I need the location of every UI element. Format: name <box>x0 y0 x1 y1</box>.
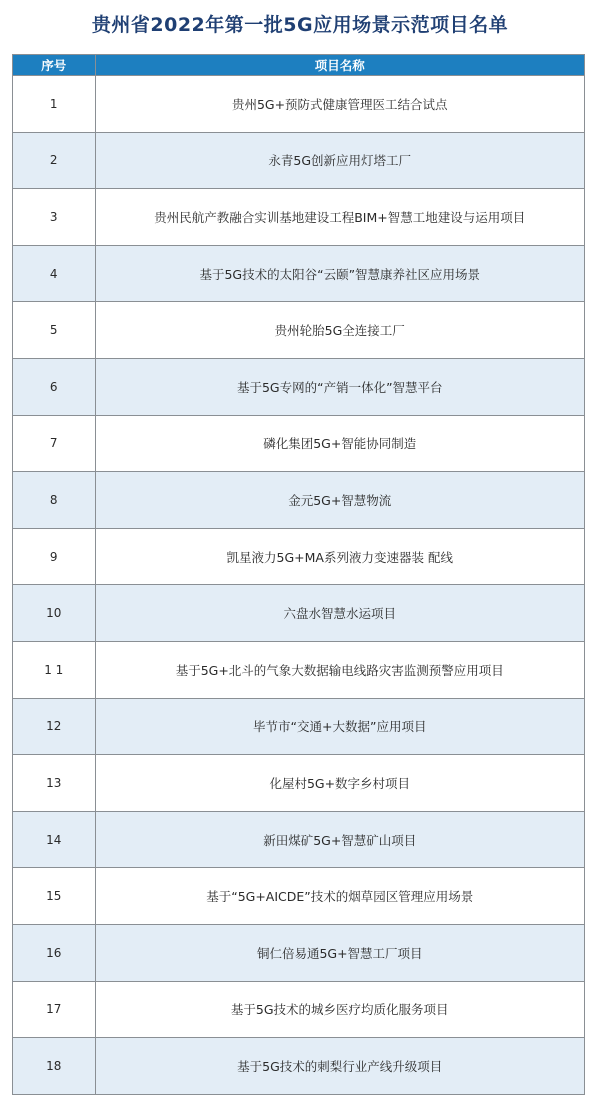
table-header <box>13 55 584 76</box>
table-row <box>13 924 584 981</box>
row-serial-number: 10 <box>13 585 95 642</box>
row-project-name: 基于“5G+AICDE”技术的烟草园区管理应用场景 <box>95 868 584 925</box>
row-project-name: 基于5G技术的刺梨行业产线升级项目 <box>95 1038 584 1095</box>
row-project-name: 贵州民航产教融合实训基地建设工程BIM+智慧工地建设与运用项目 <box>95 189 584 246</box>
row-serial-number: 3 <box>13 189 95 246</box>
row-project-name: 贵州轮胎5G全连接工厂 <box>95 302 584 359</box>
table-row <box>13 585 584 642</box>
row-serial-number: 16 <box>13 924 95 981</box>
row-serial-number: 6 <box>13 358 95 415</box>
table-row <box>13 755 584 812</box>
row-project-name: 铜仁倍易通5G+智慧工厂项目 <box>95 924 584 981</box>
row-serial-number: 5 <box>13 302 95 359</box>
row-serial-number: 14 <box>13 811 95 868</box>
table-row <box>13 811 584 868</box>
row-project-name: 新田煤矿5G+智慧矿山项目 <box>95 811 584 868</box>
page-title: 贵州省2022年第一批5G应用场景示范项目名单 <box>91 14 509 36</box>
project-table <box>13 55 584 1094</box>
row-serial-number: 18 <box>13 1038 95 1095</box>
row-project-name: 基于5G技术的太阳谷“云颐”智慧康养社区应用场景 <box>95 245 584 302</box>
row-project-name: 金元5G+智慧物流 <box>95 472 584 529</box>
table-row <box>13 189 584 246</box>
row-project-name: 毕节市“交通+大数据”应用项目 <box>95 698 584 755</box>
row-serial-number: 15 <box>13 868 95 925</box>
row-project-name: 化屋村5G+数字乡村项目 <box>95 755 584 812</box>
row-project-name: 磷化集团5G+智能协同制造 <box>95 415 584 472</box>
row-serial-number: 9 <box>13 528 95 585</box>
row-serial-number: 1 1 <box>13 641 95 698</box>
header-row <box>13 55 584 76</box>
project-table-frame <box>12 54 585 1095</box>
table-row <box>13 358 584 415</box>
table-row <box>13 981 584 1038</box>
row-project-name: 凯星液力5G+MA系列液力变速器装 配线 <box>95 528 584 585</box>
row-serial-number: 8 <box>13 472 95 529</box>
row-serial-number: 1 <box>13 76 95 133</box>
row-project-name: 基于5G技术的城乡医疗均质化服务项目 <box>95 981 584 1038</box>
table-row <box>13 1038 584 1095</box>
row-serial-number: 4 <box>13 245 95 302</box>
table-row <box>13 698 584 755</box>
table-row <box>13 132 584 189</box>
row-serial-number: 13 <box>13 755 95 812</box>
table-row <box>13 76 584 133</box>
row-project-name: 基于5G专网的“产销一体化”智慧平台 <box>95 358 584 415</box>
row-serial-number: 12 <box>13 698 95 755</box>
row-project-name: 基于5G+北斗的气象大数据输电线路灾害监测预警应用项目 <box>95 641 584 698</box>
table-row <box>13 641 584 698</box>
header-serial-number: 序号 <box>13 55 95 76</box>
header-project-name: 项目名称 <box>95 55 584 76</box>
row-project-name: 永青5G创新应用灯塔工厂 <box>95 132 584 189</box>
table-row <box>13 528 584 585</box>
row-serial-number: 7 <box>13 415 95 472</box>
table-row <box>13 472 584 529</box>
table-row <box>13 415 584 472</box>
table-row <box>13 302 584 359</box>
table-body <box>13 76 584 1095</box>
table-row <box>13 868 584 925</box>
table-row <box>13 245 584 302</box>
row-project-name: 贵州5G+预防式健康管理医工结合试点 <box>95 76 584 133</box>
row-serial-number: 17 <box>13 981 95 1038</box>
row-project-name: 六盘水智慧水运项目 <box>95 585 584 642</box>
row-serial-number: 2 <box>13 132 95 189</box>
